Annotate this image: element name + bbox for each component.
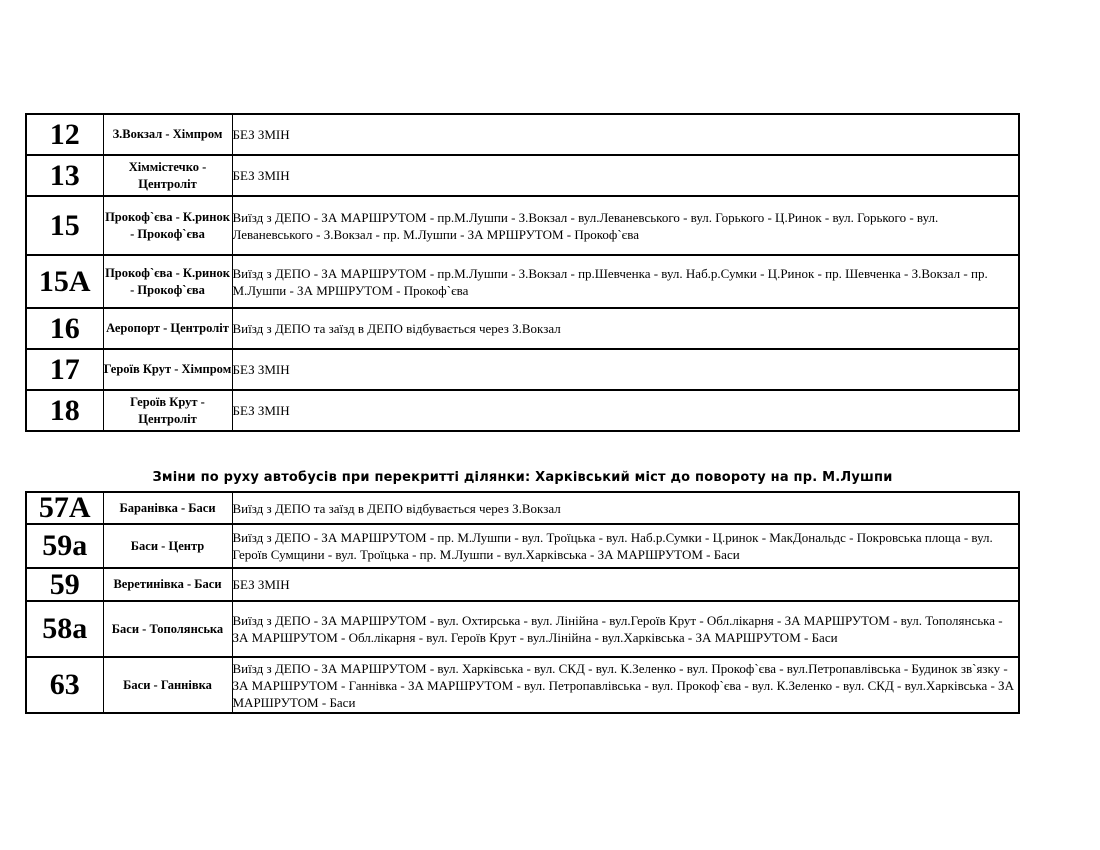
route-change-description: Виїзд з ДЕПО - ЗА МАРШРУТОМ - пр.М.Лушпи - З.Вокзал - пр.Шевченка - вул. Наб.р.Сумки - Ц.Ринок - пр. Шевченка - З.Вокзал - пр. М.Лушпи - ЗА МРШРУТОМ - Прокоф`єва bbox=[232, 255, 1019, 308]
route-number: 15А bbox=[26, 255, 103, 308]
routes-table-main bbox=[25, 113, 1020, 432]
section-heading: Зміни по руху автобусів при перекритті ділянки: Харківський міст до повороту на пр. М.Лушпи bbox=[152, 470, 893, 485]
table-row bbox=[26, 524, 1019, 568]
table-row bbox=[26, 568, 1019, 601]
route-number: 18 bbox=[26, 390, 103, 431]
route-name: Баси - Тополянська bbox=[103, 601, 232, 657]
table-row bbox=[26, 601, 1019, 657]
table-row bbox=[26, 349, 1019, 390]
route-name: З.Вокзал - Хімпром bbox=[103, 114, 232, 155]
route-change-description: БЕЗ ЗМІН bbox=[232, 390, 1019, 431]
route-name: Баси - Центр bbox=[103, 524, 232, 568]
table-row bbox=[26, 255, 1019, 308]
route-number: 58а bbox=[26, 601, 103, 657]
routes-table-bus bbox=[25, 491, 1020, 714]
route-change-description: Виїзд з ДЕПО - ЗА МАРШРУТОМ - пр. М.Лушпи - вул. Троїцька - вул. Наб.р.Сумки - Ц.ринок - МакДональдс - Покровська площа - вул. Героїв Сумщини - вул. Троїцька - пр. М.Лушпи - вул.Харківська - ЗА МАРШРУТОМ - Баси bbox=[232, 524, 1019, 568]
route-change-description: Виїзд з ДЕПО - ЗА МАРШРУТОМ - вул. Харківська - вул. СКД - вул. К.Зеленко - вул. Прокоф`єва - вул.Петропавлівська - Будинок зв`язку - ЗА МАРШРУТОМ - Ганнівка - ЗА МАРШРУТОМ - вул. Петропавлівська - вул. Прокоф`єва - вул. К.Зеленко - вул. СКД - вул.Харківська - ЗА МАРШРУТОМ - Баси bbox=[232, 657, 1019, 713]
route-change-description: Виїзд з ДЕПО - ЗА МАРШРУТОМ - вул. Охтирська - вул. Лінійна - вул.Героїв Крут - Обл.лікарня - ЗА МАРШРУТОМ - вул. Тополянська - ЗА МАРШРУТОМ - Обл.лікарня - вул. Героїв Крут - вул.Лінійна - вул.Харківська - ЗА МАРШРУТОМ - Баси bbox=[232, 601, 1019, 657]
route-name: Прокоф`єва - К.ринок - Прокоф`єва bbox=[103, 255, 232, 308]
route-name: Героїв Крут - Хімпром bbox=[103, 349, 232, 390]
route-number: 59а bbox=[26, 524, 103, 568]
table-row bbox=[26, 492, 1019, 524]
route-number: 17 bbox=[26, 349, 103, 390]
route-name: Веретинівка - Баси bbox=[103, 568, 232, 601]
route-name: Аеропорт - Центроліт bbox=[103, 308, 232, 349]
route-number: 57А bbox=[26, 492, 103, 524]
table-row bbox=[26, 114, 1019, 155]
route-number: 12 bbox=[26, 114, 103, 155]
route-number: 13 bbox=[26, 155, 103, 196]
route-number: 59 bbox=[26, 568, 103, 601]
route-change-description: Виїзд з ДЕПО та заїзд в ДЕПО відбувається через З.Вокзал bbox=[232, 308, 1019, 349]
route-name: Баранівка - Баси bbox=[103, 492, 232, 524]
route-name: Прокоф`єва - К.ринок - Прокоф`єва bbox=[103, 196, 232, 255]
route-name: Баси - Ганнівка bbox=[103, 657, 232, 713]
route-change-description: БЕЗ ЗМІН bbox=[232, 155, 1019, 196]
route-name: Хіммістечко - Центроліт bbox=[103, 155, 232, 196]
table-row bbox=[26, 657, 1019, 713]
table-row bbox=[26, 308, 1019, 349]
route-number: 16 bbox=[26, 308, 103, 349]
route-change-description: БЕЗ ЗМІН bbox=[232, 349, 1019, 390]
route-change-description: БЕЗ ЗМІН bbox=[232, 114, 1019, 155]
route-change-description: Виїзд з ДЕПО - ЗА МАРШРУТОМ - пр.М.Лушпи - З.Вокзал - вул.Леваневського - вул. Горького - Ц.Ринок - вул. Горького - вул. Леваневського - З.Вокзал - пр. М.Лушпи - ЗА МРШРУТОМ - Прокоф`єва bbox=[232, 196, 1019, 255]
table-row bbox=[26, 196, 1019, 255]
table-row bbox=[26, 390, 1019, 431]
route-change-description: БЕЗ ЗМІН bbox=[232, 568, 1019, 601]
route-number: 15 bbox=[26, 196, 103, 255]
route-change-description: Виїзд з ДЕПО та заїзд в ДЕПО відбувається через З.Вокзал bbox=[232, 492, 1019, 524]
route-number: 63 bbox=[26, 657, 103, 713]
route-name: Героїв Крут - Центроліт bbox=[103, 390, 232, 431]
table-row bbox=[26, 155, 1019, 196]
